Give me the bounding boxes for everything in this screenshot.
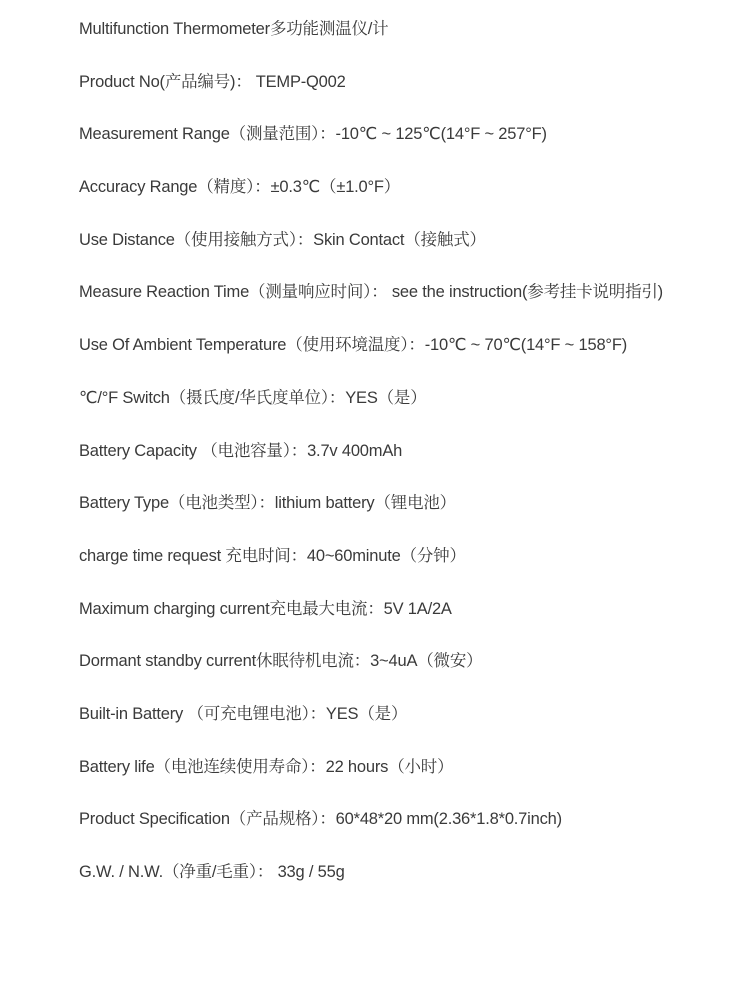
spec-line-charge-time: charge time request 充电时间：40~60minute（分钟） (79, 546, 466, 565)
spec-line-standby-current: Dormant standby current休眠待机电流：3~4uA（微安） (79, 652, 483, 671)
spec-line-measurement-range: Measurement Range（测量范围）：-10℃ ~ 125℃(14°F ~ 257°F) (79, 125, 547, 144)
spec-line-battery-life: Battery life（电池连续使用寿命）：22 hours（小时） (79, 757, 454, 776)
spec-line-weight: G.W. / N.W.（净重/毛重）： 33g / 55g (79, 863, 345, 881)
spec-line-accuracy-range: Accuracy Range（精度）：±0.3℃（±1.0°F） (79, 178, 401, 197)
spec-line-reaction-time: Measure Reaction Time（测量响应时间）： see the instruction(参考挂卡说明指引) (79, 283, 663, 302)
spec-line-product-no: Product No(产品编号)： TEMP-Q002 (79, 72, 346, 91)
spec-line-product-specification: Product Specification（产品规格）：60*48*20 mm(2.36*1.8*0.7inch) (79, 810, 562, 829)
spec-line-unit-switch: ℃/°F Switch（摄氏度/华氏度单位）：YES（是） (79, 388, 427, 407)
spec-line-ambient-temperature: Use Of Ambient Temperature（使用环境温度）：-10℃ ~ 70℃(14°F ~ 158°F) (79, 336, 628, 355)
spec-line-max-charging-current: Maximum charging current充电最大电流：5V 1A/2A (79, 599, 452, 618)
spec-line-builtin-battery: Built-in Battery （可充电锂电池）：YES（是） (79, 704, 408, 723)
spec-line-battery-capacity: Battery Capacity （电池容量）：3.7v 400mAh (79, 441, 403, 460)
spec-line-title: Multifunction Thermometer多功能测温仪/计 (79, 20, 389, 38)
spec-line-battery-type: Battery Type（电池类型）：lithium battery（锂电池） (79, 494, 456, 513)
spec-line-use-distance: Use Distance（使用接触方式）：Skin Contact（接触式） (79, 230, 486, 249)
product-spec-sheet (79, 14, 739, 910)
